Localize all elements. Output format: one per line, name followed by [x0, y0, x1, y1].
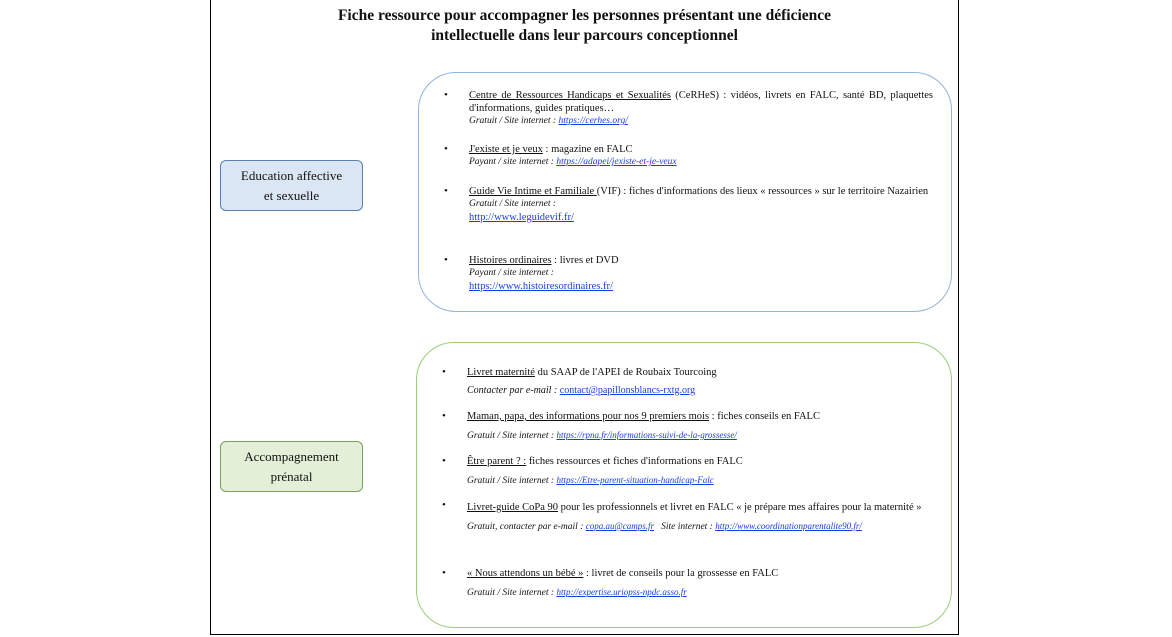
bullet-icon: •	[442, 410, 446, 422]
bullet-icon: •	[442, 455, 446, 467]
resource-name: Être parent ? :	[467, 456, 527, 467]
resource-meta: Gratuit / Site internet :	[469, 116, 559, 126]
list-item	[442, 409, 933, 442]
list-item	[442, 454, 933, 487]
resource-description: pour les professionnels et livret en FALC « je prépare mes affaires pour la maternité »	[557, 502, 922, 513]
resource-description: du SAAP de l'APEI de Roubaix Tourcoing	[534, 367, 717, 378]
list-item	[442, 498, 933, 533]
resource-meta: Gratuit / Site internet :	[467, 476, 557, 486]
resource-name: Centre de Ressources Handicaps et Sexualités	[469, 90, 671, 101]
resource-description: : livret de conseils pour la grossesse en FALC	[583, 568, 779, 579]
resource-link[interactable]: http://www.leguidevif.fr/	[469, 212, 574, 223]
list-item	[444, 185, 933, 224]
resource-link[interactable]: https://Etre-parent-situation-handicap-Falc	[556, 475, 714, 485]
resource-meta: Gratuit, contacter par e-mail :	[467, 522, 586, 532]
list-item	[444, 143, 933, 169]
resource-meta: Gratuit / Site internet :	[469, 199, 557, 209]
resource-description: : magazine en FALC	[542, 144, 633, 155]
bullet-icon: •	[442, 366, 446, 378]
resource-description: (VIF) : fiches d'informations des lieux « ressources » sur le territoire Nazairien	[596, 186, 929, 197]
list-item	[442, 365, 933, 397]
resource-link[interactable]: http://expertise.uriopss-npdc.asso.fr	[556, 587, 687, 597]
bullet-icon: •	[444, 143, 448, 155]
resource-description: : fiches conseils en FALC	[709, 411, 820, 422]
topic-education-affective	[220, 160, 363, 211]
document-page	[210, 0, 959, 635]
resource-link[interactable]: http://www.coordinationparentalite90.fr/	[715, 521, 862, 531]
bullet-icon: •	[442, 567, 446, 579]
title-line-1: Fiche ressource pour accompagner les personnes présentant une déficience	[337, 7, 832, 24]
list-item	[442, 566, 933, 599]
resource-meta: Payant / site internet :	[469, 157, 557, 167]
resource-meta: Contacter par e-mail :	[467, 385, 560, 396]
resource-meta: Gratuit / Site internet :	[467, 431, 557, 441]
topic-label: Education affective et sexuelle	[240, 167, 343, 203]
bullet-icon: •	[444, 254, 448, 266]
topic-label: Accompagnement prénatal	[244, 448, 339, 484]
resource-description: : livres et DVD	[551, 255, 619, 266]
resource-name: « Nous attendons un bébé »	[467, 568, 584, 579]
resource-name: Maman, papa, des informations pour nos 9 premiers mois	[467, 411, 710, 422]
resource-meta: Gratuit / Site internet :	[467, 588, 557, 598]
resource-name: Histoires ordinaires	[469, 255, 552, 266]
resource-meta-site: Site internet :	[661, 522, 716, 532]
title-line-2: intellectuelle dans leur parcours conceptionnel	[431, 27, 738, 44]
list-item	[444, 254, 933, 293]
resource-link[interactable]: https://adapei/jexiste-et-je-veux	[556, 157, 677, 167]
bullet-icon: •	[442, 499, 446, 511]
resource-email-link[interactable]: copa.au@camps.fr	[585, 521, 655, 531]
resource-name: Livret maternité	[467, 367, 535, 378]
resource-name: J'existe et je veux	[469, 144, 543, 155]
resource-description: (CeRHeS) : vidéos, livrets en FALC, santé BD, plaquettes d'informations, guides pratiques…	[469, 90, 933, 114]
resource-name: Livret-guide CoPa 90	[467, 502, 558, 513]
resource-link[interactable]: https://www.histoiresordinaires.fr/	[469, 281, 613, 292]
list-item	[444, 89, 933, 128]
bullet-icon: •	[444, 89, 448, 101]
resource-link[interactable]: https://cerhes.org/	[558, 116, 628, 126]
resources-panel-education	[418, 72, 952, 312]
resource-link[interactable]: https://rpna.fr/informations-suivi-de-la-grossesse/	[556, 430, 737, 440]
topic-accompagnement-prenatal	[220, 441, 363, 492]
bullet-icon: •	[444, 185, 448, 197]
resource-meta: Payant / site internet :	[469, 268, 554, 278]
resources-panel-prenatal	[416, 342, 952, 628]
resource-description: fiches ressources et fiches d'informations en FALC	[526, 456, 743, 467]
page-title	[211, 6, 958, 46]
resource-name: Guide Vie Intime et Familiale	[469, 186, 597, 197]
resource-link[interactable]: contact@papillonsblancs-rxtg.org	[559, 385, 696, 396]
